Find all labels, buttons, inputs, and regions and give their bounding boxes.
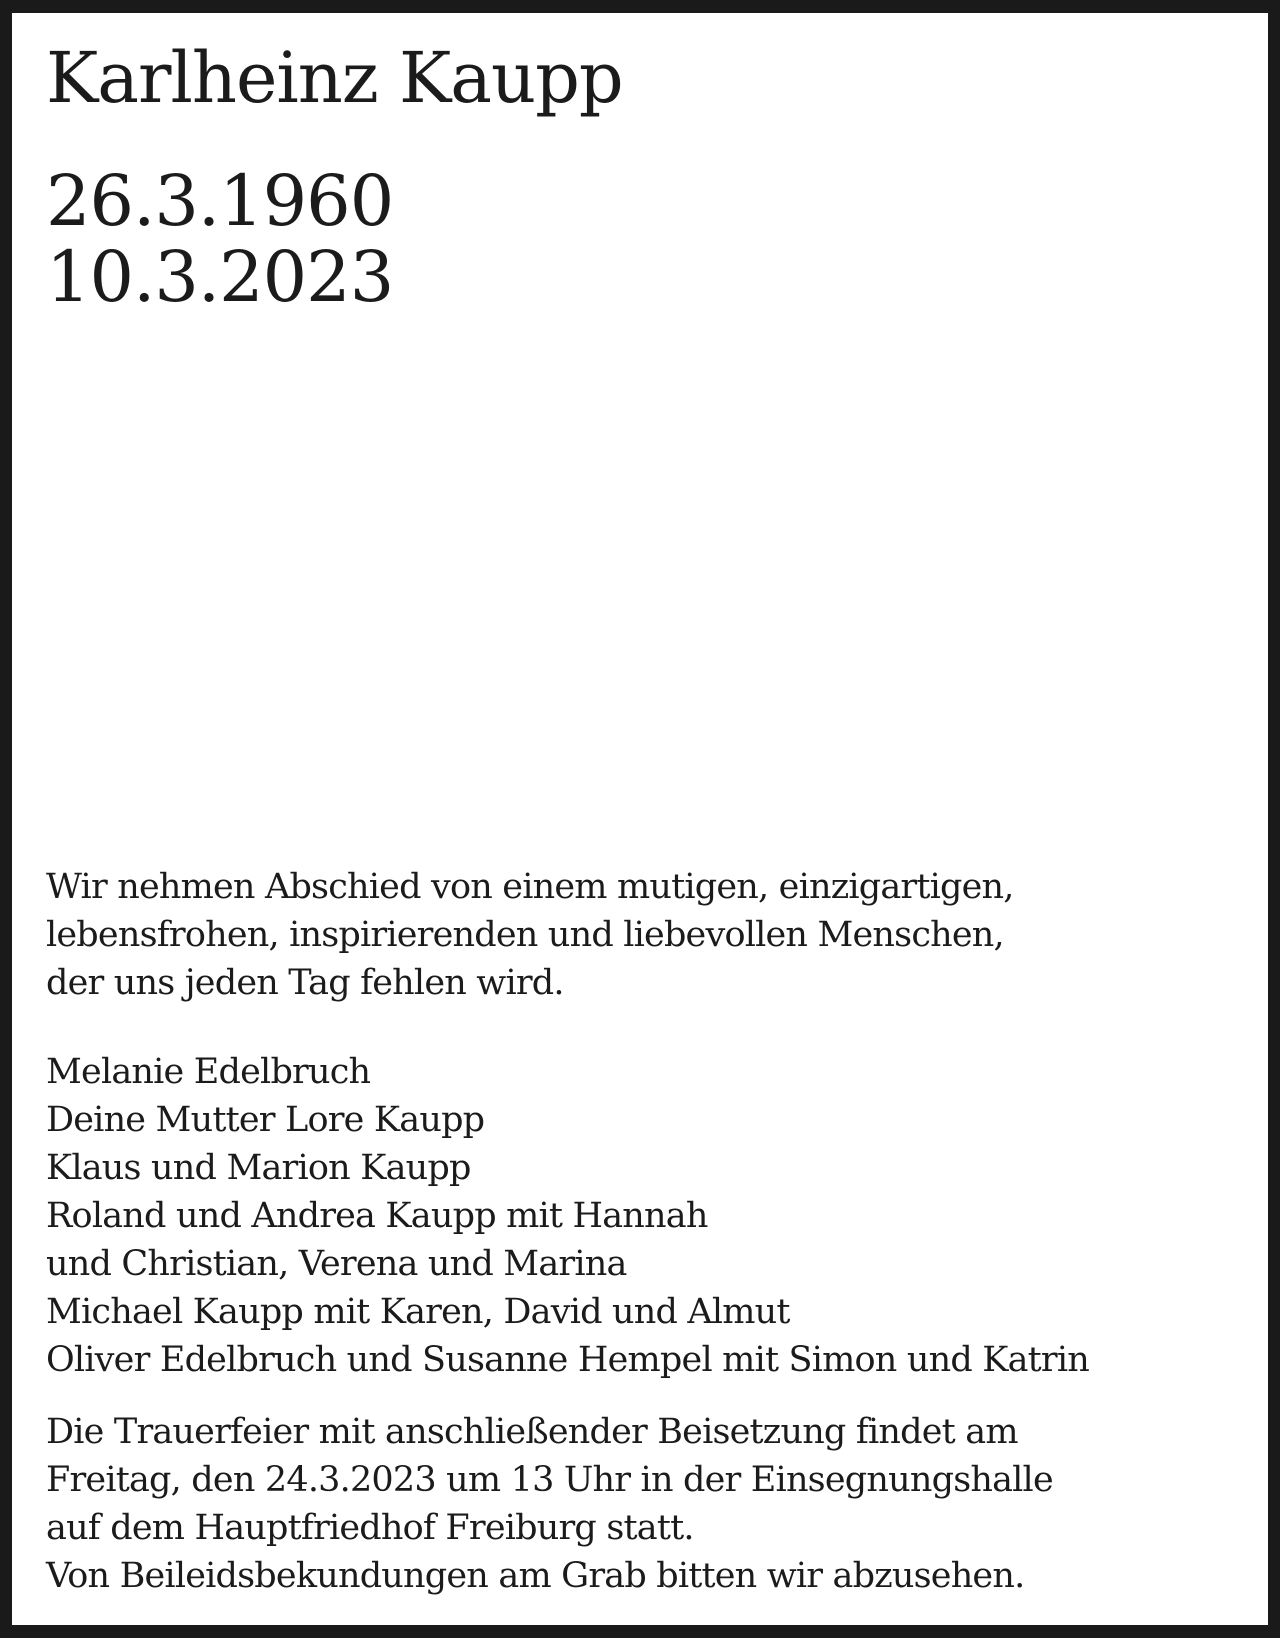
deceased-name: Karlheinz Kaupp xyxy=(46,37,623,119)
mourner-line: Roland und Andrea Kaupp mit Hannah xyxy=(46,1196,708,1236)
death-date: 10.3.2023 xyxy=(46,236,394,318)
funeral-line: Die Trauerfeier mit anschließender Beisetzung findet am xyxy=(46,1412,1018,1452)
farewell-line: der uns jeden Tag fehlen wird. xyxy=(46,963,564,1003)
farewell-line: lebensfrohen, inspirierenden und liebevollen Menschen, xyxy=(46,915,1004,955)
obituary-notice xyxy=(12,13,1268,1625)
birth-date: 26.3.1960 xyxy=(46,160,394,242)
mourners-list xyxy=(46,1048,1089,1384)
funeral-line: auf dem Hauptfriedhof Freiburg statt. xyxy=(46,1508,694,1548)
life-dates xyxy=(46,160,394,318)
mourner-line: Klaus und Marion Kaupp xyxy=(46,1148,471,1188)
funeral-line: Von Beileidsbekundungen am Grab bitten wir abzusehen. xyxy=(46,1556,1025,1596)
mourner-line: Michael Kaupp mit Karen, David und Almut xyxy=(46,1292,790,1332)
farewell-line: Wir nehmen Abschied von einem mutigen, einzigartigen, xyxy=(46,867,1014,907)
farewell-text xyxy=(46,863,1014,1007)
mourner-line: Melanie Edelbruch xyxy=(46,1052,371,1092)
mourner-line: Oliver Edelbruch und Susanne Hempel mit Simon und Katrin xyxy=(46,1340,1090,1380)
funeral-information xyxy=(46,1408,1053,1600)
mourner-line: Deine Mutter Lore Kaupp xyxy=(46,1100,485,1140)
funeral-line: Freitag, den 24.3.2023 um 13 Uhr in der Einsegnungshalle xyxy=(46,1460,1053,1500)
mourner-line: und Christian, Verena und Marina xyxy=(46,1244,627,1284)
